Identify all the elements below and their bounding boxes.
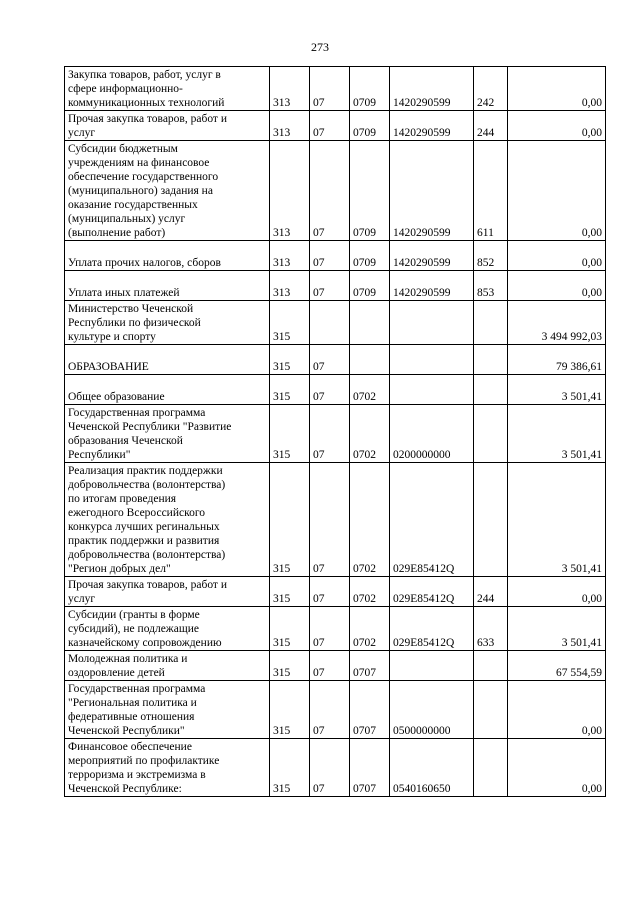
row-target-code: 029E85412Q <box>390 607 474 651</box>
row-expense-type <box>474 463 508 577</box>
row-subsection-code <box>350 301 390 345</box>
page-number: 273 <box>311 40 329 54</box>
row-target-code: 0500000000 <box>390 681 474 739</box>
row-gov-code: 313 <box>270 271 310 301</box>
row-expense-type <box>474 301 508 345</box>
row-target-code: 1420290599 <box>390 241 474 271</box>
row-amount: 79 386,61 <box>508 345 606 375</box>
row-target-code <box>390 345 474 375</box>
row-subsection-code: 0709 <box>350 111 390 141</box>
table-row <box>65 345 606 375</box>
row-subsection-code: 0709 <box>350 271 390 301</box>
row-gov-code: 315 <box>270 375 310 405</box>
row-target-code: 1420290599 <box>390 141 474 241</box>
row-gov-code: 315 <box>270 345 310 375</box>
row-section-code: 07 <box>310 345 350 375</box>
row-gov-code: 313 <box>270 67 310 111</box>
row-expense-type: 611 <box>474 141 508 241</box>
budget-table <box>64 66 606 797</box>
row-expense-type: 244 <box>474 111 508 141</box>
table-row <box>65 141 606 241</box>
table-row <box>65 607 606 651</box>
row-name: Прочая закупка товаров, работ и услуг <box>65 111 270 141</box>
table-row <box>65 405 606 463</box>
row-target-code: 029E85412Q <box>390 463 474 577</box>
table-row <box>65 375 606 405</box>
row-name: Закупка товаров, работ, услуг в сфере информационно- коммуникационных технологий <box>65 67 270 111</box>
row-gov-code: 315 <box>270 301 310 345</box>
row-target-code <box>390 375 474 405</box>
row-name: Уплата прочих налогов, сборов <box>65 241 270 271</box>
row-amount: 3 501,41 <box>508 405 606 463</box>
row-section-code <box>310 301 350 345</box>
row-subsection-code: 0702 <box>350 577 390 607</box>
row-expense-type: 852 <box>474 241 508 271</box>
row-expense-type <box>474 405 508 463</box>
row-section-code: 07 <box>310 651 350 681</box>
row-amount: 0,00 <box>508 271 606 301</box>
row-name: Реализация практик поддержки добровольчества (волонтерства) по итогам проведения ежегодного Всероссийского конкурса лучших регинальных практик поддержки и развития добровольчества (волонтерства) "Регион добрых дел" <box>65 463 270 577</box>
row-name: Государственная программа Чеченской Республики "Развитие образования Чеченской Республики" <box>65 405 270 463</box>
row-subsection-code: 0707 <box>350 739 390 797</box>
row-name: Уплата иных платежей <box>65 271 270 301</box>
row-name: ОБРАЗОВАНИЕ <box>65 345 270 375</box>
row-target-code: 029E85412Q <box>390 577 474 607</box>
row-subsection-code: 0707 <box>350 681 390 739</box>
row-expense-type: 242 <box>474 67 508 111</box>
row-gov-code: 315 <box>270 681 310 739</box>
row-section-code: 07 <box>310 739 350 797</box>
row-gov-code: 315 <box>270 577 310 607</box>
row-amount: 0,00 <box>508 111 606 141</box>
row-name: Государственная программа "Региональная политика и федеративные отношения Чеченской Республики" <box>65 681 270 739</box>
row-amount: 0,00 <box>508 241 606 271</box>
row-gov-code: 313 <box>270 141 310 241</box>
row-gov-code: 315 <box>270 739 310 797</box>
row-section-code: 07 <box>310 463 350 577</box>
row-target-code: 1420290599 <box>390 271 474 301</box>
row-expense-type: 633 <box>474 607 508 651</box>
row-expense-type <box>474 651 508 681</box>
row-amount: 0,00 <box>508 67 606 111</box>
table-row <box>65 111 606 141</box>
row-amount: 3 501,41 <box>508 375 606 405</box>
row-target-code <box>390 651 474 681</box>
row-subsection-code: 0709 <box>350 67 390 111</box>
row-section-code: 07 <box>310 141 350 241</box>
row-section-code: 07 <box>310 67 350 111</box>
row-section-code: 07 <box>310 271 350 301</box>
row-gov-code: 315 <box>270 463 310 577</box>
row-gov-code: 315 <box>270 651 310 681</box>
row-subsection-code <box>350 345 390 375</box>
row-amount: 0,00 <box>508 681 606 739</box>
row-expense-type: 853 <box>474 271 508 301</box>
row-gov-code: 313 <box>270 111 310 141</box>
row-amount: 0,00 <box>508 577 606 607</box>
row-name: Общее образование <box>65 375 270 405</box>
row-expense-type <box>474 739 508 797</box>
row-subsection-code: 0709 <box>350 241 390 271</box>
row-target-code: 0540160650 <box>390 739 474 797</box>
table-row <box>65 681 606 739</box>
row-subsection-code: 0707 <box>350 651 390 681</box>
row-section-code: 07 <box>310 111 350 141</box>
row-target-code <box>390 301 474 345</box>
row-name: Министерство Чеченской Республики по физической культуре и спорту <box>65 301 270 345</box>
row-name: Субсидии (гранты в форме субсидий), не подлежащие казначейскому сопровождению <box>65 607 270 651</box>
row-target-code: 1420290599 <box>390 67 474 111</box>
row-name: Субсидии бюджетным учреждениям на финансовое обеспечение государственного (муниципального) задания на оказание государственных (муниципальных) услуг (выполнение работ) <box>65 141 270 241</box>
row-name: Молодежная политика и оздоровление детей <box>65 651 270 681</box>
row-section-code: 07 <box>310 375 350 405</box>
row-amount: 3 501,41 <box>508 463 606 577</box>
row-name: Финансовое обеспечение мероприятий по профилактике терроризма и экстремизма в Чеченской Республике: <box>65 739 270 797</box>
row-amount: 67 554,59 <box>508 651 606 681</box>
row-amount: 3 494 992,03 <box>508 301 606 345</box>
row-subsection-code: 0702 <box>350 607 390 651</box>
row-section-code: 07 <box>310 241 350 271</box>
row-gov-code: 315 <box>270 607 310 651</box>
table-row <box>65 301 606 345</box>
table-row <box>65 651 606 681</box>
row-gov-code: 315 <box>270 405 310 463</box>
row-expense-type <box>474 681 508 739</box>
row-subsection-code: 0709 <box>350 141 390 241</box>
row-name: Прочая закупка товаров, работ и услуг <box>65 577 270 607</box>
table-row <box>65 577 606 607</box>
table-row <box>65 739 606 797</box>
row-section-code: 07 <box>310 405 350 463</box>
row-subsection-code: 0702 <box>350 405 390 463</box>
row-subsection-code: 0702 <box>350 375 390 405</box>
row-subsection-code: 0702 <box>350 463 390 577</box>
row-amount: 0,00 <box>508 141 606 241</box>
row-section-code: 07 <box>310 681 350 739</box>
row-expense-type <box>474 345 508 375</box>
row-section-code: 07 <box>310 577 350 607</box>
row-gov-code: 313 <box>270 241 310 271</box>
table-row <box>65 271 606 301</box>
table-row <box>65 241 606 271</box>
row-amount: 0,00 <box>508 739 606 797</box>
row-target-code: 0200000000 <box>390 405 474 463</box>
budget-table-body <box>65 67 606 797</box>
row-target-code: 1420290599 <box>390 111 474 141</box>
row-expense-type: 244 <box>474 577 508 607</box>
row-section-code: 07 <box>310 607 350 651</box>
table-row <box>65 67 606 111</box>
row-expense-type <box>474 375 508 405</box>
row-amount: 3 501,41 <box>508 607 606 651</box>
table-row <box>65 463 606 577</box>
